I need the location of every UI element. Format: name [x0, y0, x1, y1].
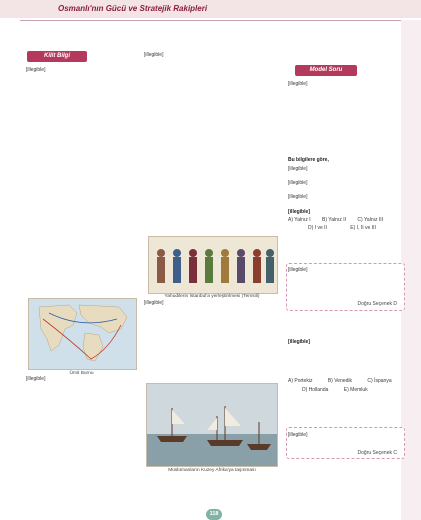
left-column-text-2: [illegible] — [26, 376, 46, 382]
q2-option-d[interactable]: D) Hollanda — [302, 387, 329, 393]
header-divider — [20, 20, 401, 21]
page-title: Osmanlı'nın Gücü ve Stratejik Rakipleri — [58, 4, 208, 13]
people-image — [148, 236, 278, 294]
q1-option-e[interactable]: E) I, II ve III — [350, 225, 376, 231]
q1-option-b[interactable]: B) Yalnız II — [322, 217, 346, 223]
left-column-text: [illegible] — [26, 67, 46, 73]
ships-image — [146, 383, 278, 467]
q1-option-c[interactable]: C) Yalnız III — [357, 217, 384, 223]
model-question-tag: Model Soru — [295, 65, 357, 76]
q1-item-3: [illegible] — [288, 194, 308, 200]
middle-column-text: [illegible] — [144, 52, 164, 58]
q2-option-a[interactable]: A) Portekiz — [288, 378, 313, 384]
q1-options — [288, 217, 401, 224]
q2-option-b[interactable]: B) Venedik — [327, 378, 353, 384]
map-illustration — [29, 299, 136, 369]
people-illustration — [149, 237, 277, 293]
q2-option-c[interactable]: C) İspanya — [367, 378, 392, 384]
q1-item-1: [illegible] — [288, 166, 308, 172]
q1-item-2: [illegible] — [288, 180, 308, 186]
q1-options-row2 — [288, 225, 421, 232]
map-image — [28, 298, 137, 370]
ships-caption: Müslümanların Kuzey Afrika'ya taşınması — [168, 468, 256, 473]
q1-option-a[interactable]: A) Yalnız I — [288, 217, 311, 223]
a2-answer: Doğru Seçenek C — [357, 450, 397, 456]
q1-intro: [illegible] — [288, 81, 308, 87]
a1-answer: Doğru Seçenek D — [357, 301, 397, 307]
key-info-tag: Kilit Bilgi — [27, 51, 87, 62]
map-caption: Ümit Burnu — [69, 371, 94, 376]
q1-prompt: Bu bilgilere göre, — [288, 157, 329, 163]
q1-option-d[interactable]: D) I ve II — [308, 225, 327, 231]
ships-illustration — [147, 384, 277, 466]
q2-question: [illegible] — [288, 339, 310, 345]
people-caption: Yahudilerin İstanbul'a yerleştirilmesi (Temsili) — [164, 294, 260, 299]
a1-text: [illegible] — [288, 267, 308, 273]
middle-column-text-2: [illegible] — [144, 300, 164, 306]
a2-text: [illegible] — [288, 432, 308, 438]
q2-options — [288, 378, 401, 385]
q1-question: [illegible] — [288, 209, 310, 215]
q2-options-row2 — [288, 387, 415, 394]
q2-option-e[interactable]: E) Memluk — [343, 387, 368, 393]
page-number: 118 — [206, 509, 222, 520]
